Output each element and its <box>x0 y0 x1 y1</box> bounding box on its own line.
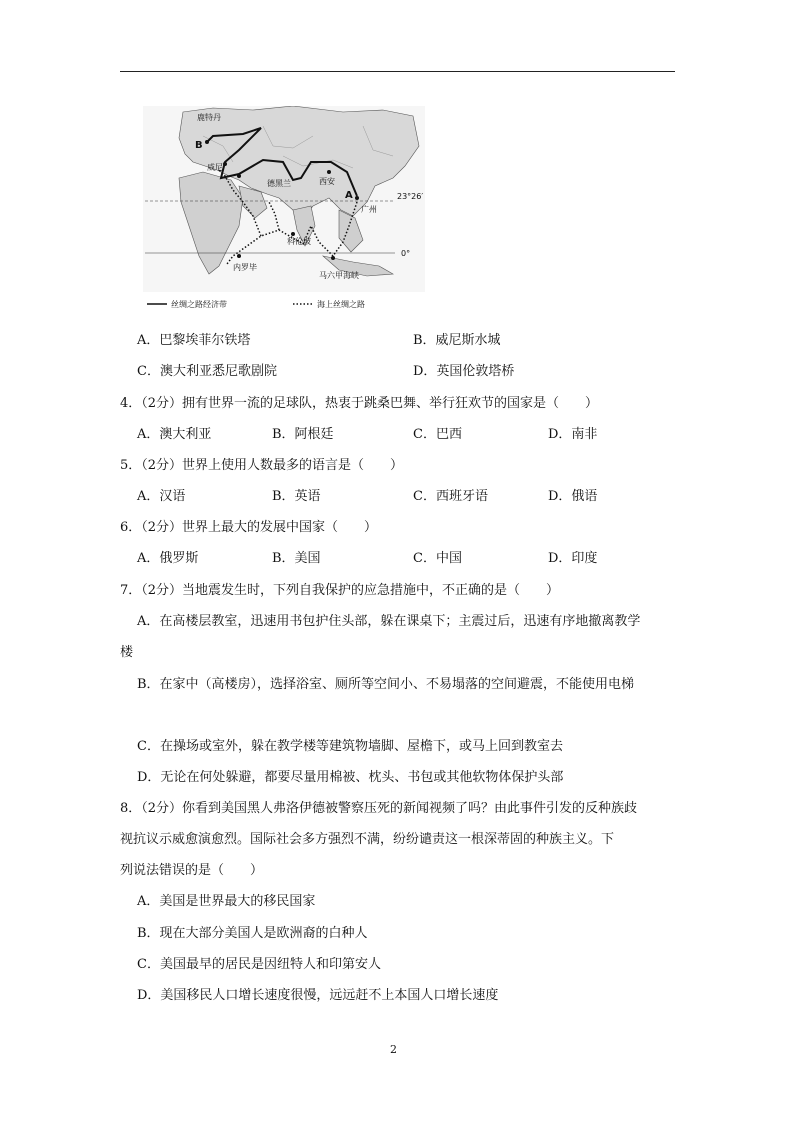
header-rule <box>120 71 675 72</box>
q3-option-c: C．澳大利亚悉尼歌剧院 <box>137 364 277 379</box>
q5-option-b: B．英语 <box>272 489 321 504</box>
q4-stem: 4．（2分）拥有世界一流的足球队，热衷于跳桑巴舞、举行狂欢节的国家是（ ） <box>120 396 599 411</box>
q6-option-c: C．中国 <box>413 551 462 566</box>
q5-option-d: D．俄语 <box>548 489 598 504</box>
q7-option-b: B．在家中（高楼房），选择浴室、厕所等空间小、不易塌落的空间避震，不能使用电梯 <box>137 677 635 692</box>
q3-option-a: A．巴黎埃菲尔铁塔 <box>137 333 251 348</box>
map-label-b: B <box>195 140 203 151</box>
legend-land-route: 丝绸之路经济带 <box>171 300 227 309</box>
map-label-tropic: 23°26′ <box>397 192 424 201</box>
legend-sea-route: 海上丝绸之路 <box>317 300 365 309</box>
q6-option-a: A．俄罗斯 <box>137 551 199 566</box>
q8-option-d: D．美国移民人口增长速度很慢，远远赶不上本国人口增长速度 <box>137 988 499 1003</box>
q6-option-b: B．美国 <box>272 551 321 566</box>
map-label-a: A <box>345 190 353 201</box>
map-label-nairobi: 内罗毕 <box>233 263 257 272</box>
q7-stem: 7．（2分）当地震发生时，下列自我保护的应急措施中，不正确的是（ ） <box>120 583 560 598</box>
map-label-colombo: 科伦坡 <box>287 237 311 246</box>
map-label-malacca: 马六甲海峡 <box>319 271 359 280</box>
q4-option-a: A．澳大利亚 <box>137 427 212 442</box>
map-label-guangzhou: 广州 <box>361 205 377 214</box>
page-number: 2 <box>390 1043 397 1056</box>
q8-option-c: C．美国最早的居民是因纽特人和印第安人 <box>137 957 381 972</box>
q8-stem-line1: 8．（2分）你看到美国黑人弗洛伊德被警察压死的新闻视频了吗？由此事件引发的反种族歧 <box>120 801 638 816</box>
silk-road-map <box>143 106 425 312</box>
q3-option-d: D．英国伦敦塔桥 <box>413 364 515 379</box>
map-label-equator: 0° <box>401 249 411 258</box>
map-label-lutedan: 鹿特丹 <box>197 113 221 122</box>
q5-option-c: C．西班牙语 <box>413 489 488 504</box>
map-label-tehran: 德黑兰 <box>267 179 291 188</box>
q5-option-a: A．汉语 <box>137 489 186 504</box>
q4-option-b: B．阿根廷 <box>272 427 334 442</box>
map-label-venice: 威尼 <box>207 163 223 172</box>
q8-stem-line3: 列说法错误的是（ ） <box>120 863 264 878</box>
q5-stem: 5．（2分）世界上使用人数最多的语言是（ ） <box>120 458 404 473</box>
q7-option-c: C．在操场或室外，躲在教学楼等建筑物墙脚、屋檐下，或马上回到教室去 <box>137 739 563 754</box>
q8-stem-line2: 视抗议示威愈演愈烈。国际社会多方强烈不满，纷纷谴责这一根深蒂固的种族主义。下 <box>120 832 615 847</box>
q7-option-a-cont: 楼 <box>120 645 134 660</box>
q7-option-a: A．在高楼层教室，迅速用书包护住头部，躲在课桌下；主震过后，迅速有序地撤离教学 <box>137 614 641 629</box>
q6-stem: 6．（2分）世界上最大的发展中国家（ ） <box>120 520 378 535</box>
map-label-xian: 西安 <box>319 177 335 186</box>
q8-option-a: A．美国是世界最大的移民国家 <box>137 894 316 909</box>
q6-option-d: D．印度 <box>548 551 598 566</box>
q4-option-d: D．南非 <box>548 427 598 442</box>
q7-option-d: D．无论在何处躲避，都要尽量用棉被、枕头、书包或其他软物体保护头部 <box>137 770 564 785</box>
q4-option-c: C．巴西 <box>413 427 462 442</box>
q8-option-b: B．现在大部分美国人是欧洲裔的白种人 <box>137 926 368 941</box>
q3-option-b: B．威尼斯水城 <box>413 333 501 348</box>
